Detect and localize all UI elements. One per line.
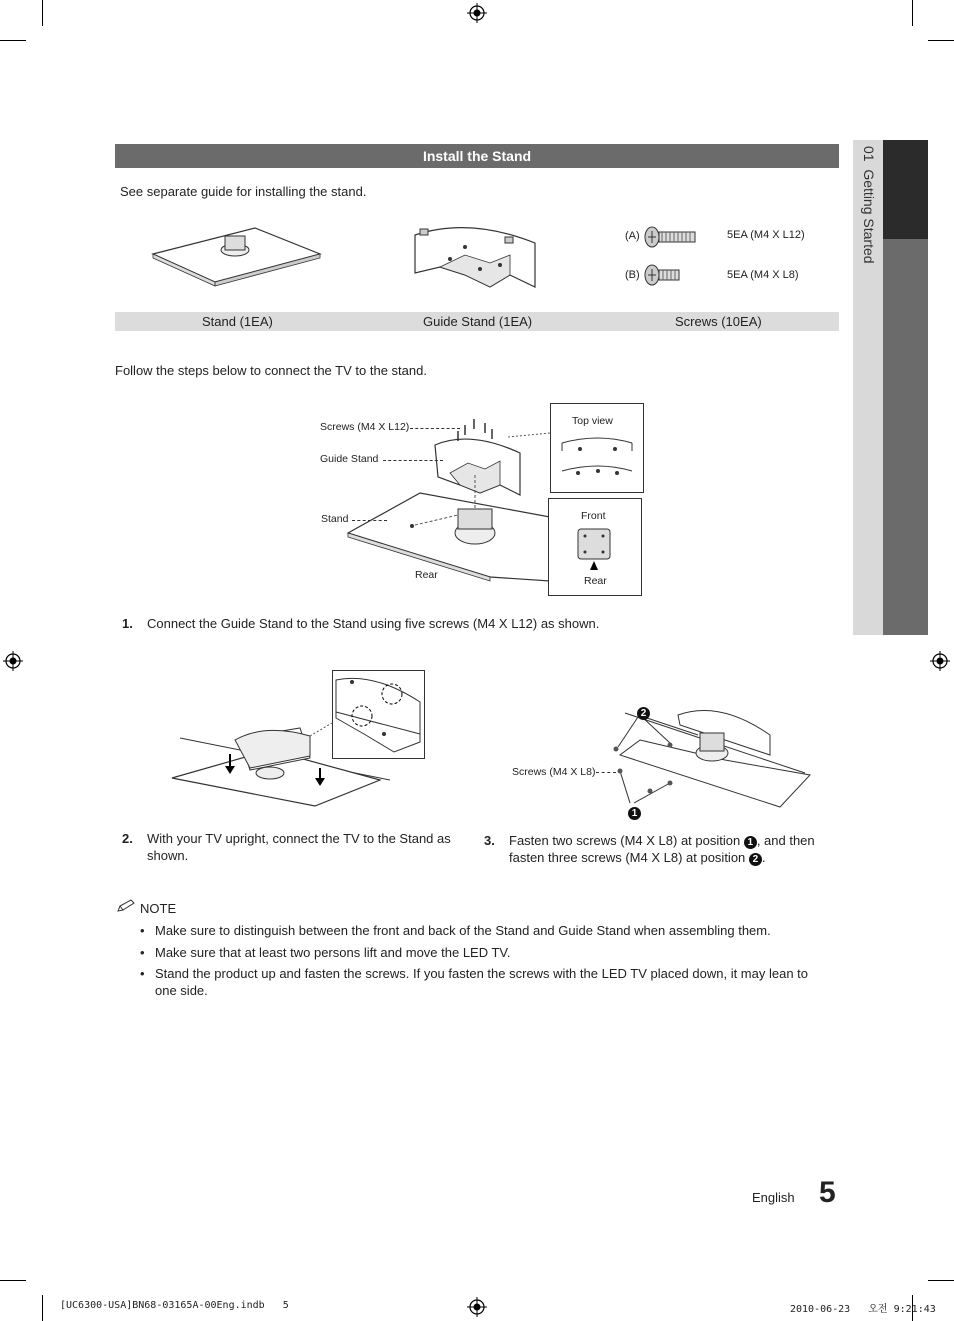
crop-mark — [42, 0, 43, 26]
caption-screws: Screws (10EA) — [675, 314, 762, 329]
crop-mark — [928, 1280, 954, 1281]
leader-line — [410, 428, 460, 429]
fig1-guide-label: Guide Stand — [320, 453, 379, 465]
crop-mark — [928, 40, 954, 41]
component-captions — [115, 312, 839, 331]
step-2-number: 2. — [122, 831, 133, 846]
registration-mark-icon — [930, 651, 950, 671]
note-item-text: Stand the product up and fasten the screws. If you fasten the screws with the LED TV placed down, it may lean to one side. — [155, 966, 809, 998]
caption-stand: Stand (1EA) — [202, 314, 273, 329]
fig1-screws-label: Screws (M4 X L12) — [320, 421, 410, 433]
badge-1-icon: 1 — [628, 807, 641, 820]
screw-a-tag: (A) — [625, 230, 640, 242]
step-3-text-b: , and then fasten three screws (M4 X L8) at position — [509, 833, 815, 865]
step-3-text-a: Fasten two screws (M4 X L8) at position — [509, 833, 744, 848]
step-3-number: 3. — [484, 833, 495, 848]
note-heading: NOTE — [140, 901, 177, 916]
stand-illustration — [145, 220, 325, 280]
front-rear-diagram — [577, 528, 611, 572]
registration-mark-icon — [3, 651, 23, 671]
position-badge-2 — [637, 703, 650, 721]
front-label: Front — [581, 510, 606, 522]
screw-b-qty: 5EA (M4 X L8) — [727, 269, 799, 281]
print-date-info: 2010-06-23 오전 9:21:43 — [790, 1304, 936, 1315]
fig1-stand-label: Stand — [321, 513, 349, 525]
fig3-screws-label: Screws (M4 X L8) — [512, 766, 596, 778]
pencil-icon — [116, 899, 136, 913]
leader-line — [352, 520, 387, 521]
side-tab-mid — [883, 239, 928, 635]
leader-line — [383, 460, 443, 461]
leader-line — [596, 772, 616, 773]
detail-diagram — [334, 672, 422, 756]
note-item-text: Make sure to distinguish between the front and back of the Stand and Guide Stand when assembling them. — [155, 923, 771, 938]
position-badge-1 — [628, 803, 641, 821]
crop-mark — [912, 0, 913, 26]
top-view-diagram — [560, 435, 635, 485]
screw-a-icon — [643, 226, 698, 248]
note-item-text: Make sure that at least two persons lift and move the LED TV. — [155, 945, 511, 960]
fig1-rear-label: Rear — [415, 569, 438, 581]
bullet: • — [140, 923, 145, 938]
top-view-label: Top view — [572, 415, 613, 427]
intro-text: See separate guide for installing the stand. — [120, 184, 367, 199]
screw-b-icon — [643, 264, 683, 286]
crop-mark — [0, 40, 26, 41]
guide-stand-illustration — [410, 225, 545, 300]
chapter-title: Getting Started — [861, 169, 877, 264]
assembly-figure-3 — [600, 695, 815, 810]
chapter-number: 01 — [861, 146, 877, 162]
step-1-number: 1. — [122, 616, 133, 631]
side-tab-dark — [883, 140, 928, 239]
caption-guide-stand: Guide Stand (1EA) — [423, 314, 533, 329]
page-number: 5 — [819, 1176, 836, 1209]
step-3-text-c: . — [761, 850, 766, 865]
registration-mark-icon — [467, 1297, 487, 1317]
side-tab-label — [861, 146, 877, 264]
bullet: • — [140, 945, 145, 960]
footer-language: English — [752, 1190, 795, 1205]
badge-2-icon: 2 — [637, 707, 650, 720]
rear-label-2: Rear — [584, 575, 607, 587]
follow-text: Follow the steps below to connect the TV to the stand. — [115, 363, 427, 378]
step-1-text: Connect the Guide Stand to the Stand using five screws (M4 X L12) as shown. — [147, 616, 600, 631]
print-file-info: [UC6300-USA]BN68-03165A-00Eng.indb 5 — [60, 1300, 289, 1311]
step-2-text: With your TV upright, connect the TV to the Stand as shown. — [147, 831, 451, 863]
badge-1-icon: 1 — [744, 836, 757, 849]
crop-mark — [42, 1295, 43, 1321]
crop-mark — [0, 1280, 26, 1281]
section-title: Install the Stand — [115, 144, 839, 168]
badge-2-icon: 2 — [749, 853, 762, 866]
screw-a-qty: 5EA (M4 X L12) — [727, 229, 805, 241]
step-3-text — [509, 832, 824, 866]
screw-b-tag: (B) — [625, 269, 640, 281]
bullet: • — [140, 966, 145, 981]
registration-mark-icon — [467, 3, 487, 23]
